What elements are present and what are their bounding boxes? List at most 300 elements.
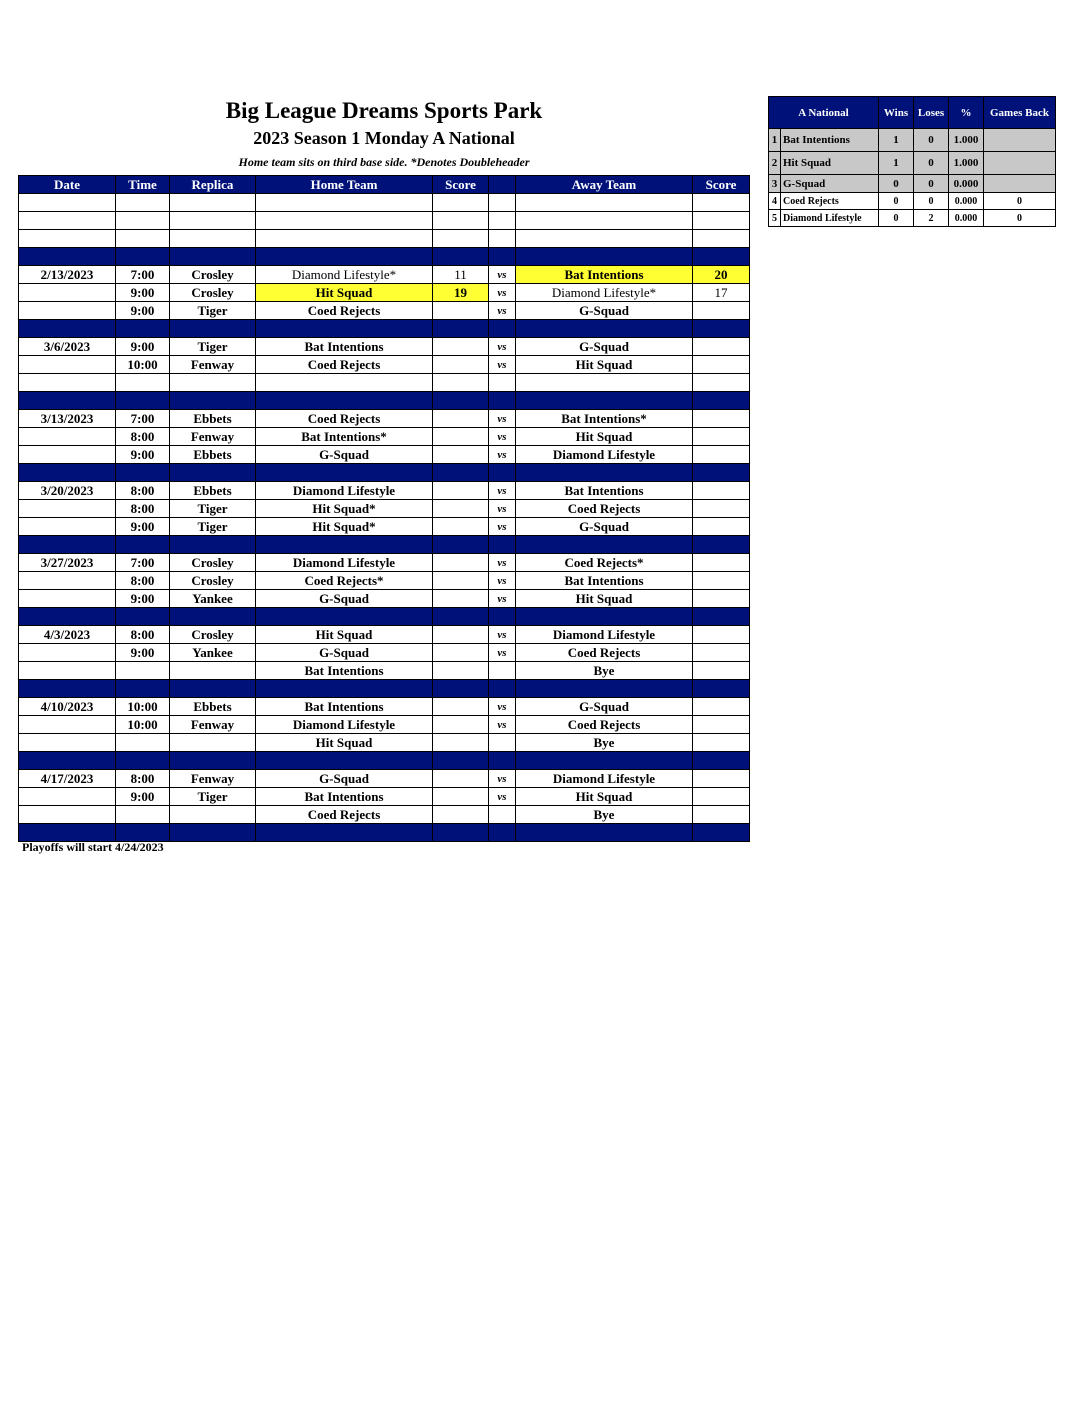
vs-label xyxy=(489,806,516,824)
standings-wins: 1 xyxy=(879,129,914,152)
game-date: 4/3/2023 xyxy=(19,626,116,644)
home-team: Bat Intentions* xyxy=(256,428,433,446)
standings-rank: 2 xyxy=(769,152,781,175)
empty-cell xyxy=(516,320,693,338)
empty-cell xyxy=(693,680,750,698)
home-team: Bat Intentions xyxy=(256,338,433,356)
empty-cell xyxy=(19,212,116,230)
empty-cell xyxy=(489,824,516,842)
col-header-time: Time xyxy=(116,176,170,194)
game-row xyxy=(19,266,750,284)
game-row xyxy=(19,482,750,500)
game-time: 9:00 xyxy=(116,518,170,536)
standings-pct: 0.000 xyxy=(949,193,984,210)
game-time: 8:00 xyxy=(116,428,170,446)
empty-cell xyxy=(516,608,693,626)
empty-cell xyxy=(116,752,170,770)
game-row xyxy=(19,770,750,788)
empty-cell xyxy=(116,212,170,230)
empty-cell xyxy=(433,320,489,338)
game-date xyxy=(19,806,116,824)
empty-cell xyxy=(433,680,489,698)
schedule-table xyxy=(18,175,750,842)
empty-cell xyxy=(516,752,693,770)
vs-label: vs xyxy=(489,500,516,518)
schedule-body xyxy=(19,194,750,842)
standings-loses: 0 xyxy=(914,175,949,193)
game-date xyxy=(19,590,116,608)
away-score xyxy=(693,446,750,464)
away-team: Hit Squad xyxy=(516,356,693,374)
game-field: Tiger xyxy=(170,302,256,320)
home-team: Hit Squad xyxy=(256,734,433,752)
standings-row xyxy=(769,193,1056,210)
standings-wins: 0 xyxy=(879,175,914,193)
empty-cell xyxy=(433,824,489,842)
game-date xyxy=(19,644,116,662)
game-field: Tiger xyxy=(170,788,256,806)
away-team: Bye xyxy=(516,734,693,752)
vs-label: vs xyxy=(489,446,516,464)
standings-rank: 1 xyxy=(769,129,781,152)
empty-cell xyxy=(170,392,256,410)
vs-label: vs xyxy=(489,716,516,734)
game-time xyxy=(116,734,170,752)
game-row xyxy=(19,284,750,302)
col-header-away-team: Away Team xyxy=(516,176,693,194)
game-field: Yankee xyxy=(170,590,256,608)
game-date xyxy=(19,716,116,734)
game-time: 10:00 xyxy=(116,356,170,374)
away-team: Coed Rejects xyxy=(516,716,693,734)
game-row xyxy=(19,554,750,572)
game-row xyxy=(19,518,750,536)
away-score xyxy=(693,644,750,662)
home-team: Bat Intentions xyxy=(256,698,433,716)
game-field: Ebbets xyxy=(170,410,256,428)
standings-games-back: 0 xyxy=(984,210,1056,227)
home-score xyxy=(433,770,489,788)
empty-cell xyxy=(19,248,116,266)
home-score xyxy=(433,662,489,680)
game-date: 3/13/2023 xyxy=(19,410,116,428)
game-date: 3/6/2023 xyxy=(19,338,116,356)
empty-cell xyxy=(170,608,256,626)
empty-cell xyxy=(19,374,116,392)
away-team: Coed Rejects xyxy=(516,644,693,662)
empty-cell xyxy=(170,536,256,554)
standings-row xyxy=(769,152,1056,175)
empty-cell xyxy=(516,536,693,554)
away-team: Bat Intentions xyxy=(516,266,693,284)
empty-cell xyxy=(516,230,693,248)
away-score xyxy=(693,554,750,572)
game-time xyxy=(116,806,170,824)
home-score xyxy=(433,446,489,464)
away-team: Bye xyxy=(516,806,693,824)
empty-cell xyxy=(516,248,693,266)
empty-cell xyxy=(256,680,433,698)
col-header-replica: Replica xyxy=(170,176,256,194)
standings-pct: 0.000 xyxy=(949,210,984,227)
game-date xyxy=(19,302,116,320)
game-date xyxy=(19,428,116,446)
game-time xyxy=(116,662,170,680)
game-date: 4/10/2023 xyxy=(19,698,116,716)
empty-cell xyxy=(170,212,256,230)
empty-cell xyxy=(116,608,170,626)
vs-label: vs xyxy=(489,338,516,356)
game-time: 8:00 xyxy=(116,770,170,788)
empty-cell xyxy=(489,320,516,338)
standings-rank: 5 xyxy=(769,210,781,227)
home-team: Bat Intentions xyxy=(256,662,433,680)
empty-cell xyxy=(19,392,116,410)
empty-cell xyxy=(19,824,116,842)
away-team: Bye xyxy=(516,662,693,680)
game-date xyxy=(19,734,116,752)
empty-cell xyxy=(116,194,170,212)
game-time: 7:00 xyxy=(116,554,170,572)
home-team: G-Squad xyxy=(256,590,433,608)
week-separator-row xyxy=(19,824,750,842)
empty-cell xyxy=(516,680,693,698)
home-team: Hit Squad xyxy=(256,284,433,302)
home-team: Coed Rejects* xyxy=(256,572,433,590)
vs-label: vs xyxy=(489,590,516,608)
standings-loses: 2 xyxy=(914,210,949,227)
standings-loses: 0 xyxy=(914,152,949,175)
empty-cell xyxy=(116,392,170,410)
home-team: Coed Rejects xyxy=(256,410,433,428)
game-date: 3/27/2023 xyxy=(19,554,116,572)
home-score xyxy=(433,518,489,536)
away-team: Diamond Lifestyle xyxy=(516,446,693,464)
standings-team: Diamond Lifestyle xyxy=(781,210,879,227)
empty-cell xyxy=(433,392,489,410)
game-date xyxy=(19,356,116,374)
empty-cell xyxy=(489,248,516,266)
vs-label: vs xyxy=(489,356,516,374)
home-score xyxy=(433,302,489,320)
empty-cell xyxy=(489,752,516,770)
empty-cell xyxy=(256,392,433,410)
home-team: Bat Intentions xyxy=(256,788,433,806)
vs-label xyxy=(489,662,516,680)
standings-loses: 0 xyxy=(914,129,949,152)
empty-cell xyxy=(19,194,116,212)
game-row xyxy=(19,446,750,464)
away-team: Bat Intentions xyxy=(516,482,693,500)
empty-cell xyxy=(19,608,116,626)
away-score xyxy=(693,410,750,428)
game-field: Crosley xyxy=(170,284,256,302)
standings-loses: 0 xyxy=(914,193,949,210)
game-row xyxy=(19,788,750,806)
game-date: 4/17/2023 xyxy=(19,770,116,788)
empty-cell xyxy=(256,248,433,266)
empty-cell xyxy=(256,608,433,626)
game-time: 9:00 xyxy=(116,446,170,464)
col-header-home-score: Score xyxy=(433,176,489,194)
game-field: Ebbets xyxy=(170,482,256,500)
empty-cell xyxy=(170,194,256,212)
empty-cell xyxy=(489,212,516,230)
home-score xyxy=(433,428,489,446)
home-score xyxy=(433,734,489,752)
vs-label: vs xyxy=(489,626,516,644)
empty-cell xyxy=(256,752,433,770)
week-separator-row xyxy=(19,248,750,266)
away-team: Diamond Lifestyle xyxy=(516,626,693,644)
game-field: Crosley xyxy=(170,626,256,644)
game-time: 10:00 xyxy=(116,698,170,716)
empty-cell xyxy=(170,680,256,698)
standings-games-back xyxy=(984,175,1056,193)
empty-cell xyxy=(693,320,750,338)
week-separator-row xyxy=(19,464,750,482)
home-score xyxy=(433,716,489,734)
home-team: Hit Squad xyxy=(256,626,433,644)
home-score xyxy=(433,554,489,572)
home-score: 19 xyxy=(433,284,489,302)
away-score xyxy=(693,338,750,356)
standings-games-back xyxy=(984,129,1056,152)
empty-cell xyxy=(433,212,489,230)
away-score xyxy=(693,500,750,518)
standings-games-back: 0 xyxy=(984,193,1056,210)
standings-team: Bat Intentions xyxy=(781,129,879,152)
game-time: 10:00 xyxy=(116,716,170,734)
game-time: 8:00 xyxy=(116,500,170,518)
empty-cell xyxy=(19,464,116,482)
standings-table xyxy=(768,96,1056,227)
empty-cell xyxy=(516,194,693,212)
away-score xyxy=(693,806,750,824)
standings-header-pct: % xyxy=(949,97,984,129)
game-row xyxy=(19,806,750,824)
home-team: G-Squad xyxy=(256,770,433,788)
standings-games-back xyxy=(984,152,1056,175)
empty-cell xyxy=(19,230,116,248)
game-row xyxy=(19,428,750,446)
col-header-vs xyxy=(489,176,516,194)
vs-label: vs xyxy=(489,428,516,446)
away-team: Hit Squad xyxy=(516,428,693,446)
empty-cell xyxy=(693,248,750,266)
home-score xyxy=(433,338,489,356)
away-score xyxy=(693,518,750,536)
empty-cell xyxy=(256,194,433,212)
empty-cell xyxy=(19,680,116,698)
game-field: Fenway xyxy=(170,770,256,788)
empty-cell xyxy=(19,320,116,338)
away-team: Coed Rejects xyxy=(516,500,693,518)
week-separator-row xyxy=(19,320,750,338)
empty-cell xyxy=(516,212,693,230)
game-time: 7:00 xyxy=(116,410,170,428)
game-time: 9:00 xyxy=(116,302,170,320)
away-score xyxy=(693,716,750,734)
away-score xyxy=(693,428,750,446)
home-team: Diamond Lifestyle xyxy=(256,554,433,572)
home-score xyxy=(433,698,489,716)
empty-cell xyxy=(489,680,516,698)
standings-rank: 3 xyxy=(769,175,781,193)
empty-cell xyxy=(256,374,433,392)
standings-row xyxy=(769,210,1056,227)
game-date xyxy=(19,284,116,302)
page-note: Home team sits on third base side. *Denotes Doubleheader xyxy=(238,155,530,169)
week-separator-row xyxy=(19,752,750,770)
game-time: 9:00 xyxy=(116,338,170,356)
home-team: Hit Squad* xyxy=(256,518,433,536)
game-row xyxy=(19,356,750,374)
empty-cell xyxy=(116,320,170,338)
empty-cell xyxy=(170,374,256,392)
vs-label: vs xyxy=(489,302,516,320)
empty-cell xyxy=(489,536,516,554)
away-team: Coed Rejects* xyxy=(516,554,693,572)
empty-cell xyxy=(433,608,489,626)
empty-cell xyxy=(489,230,516,248)
game-row xyxy=(19,572,750,590)
standings-team: Hit Squad xyxy=(781,152,879,175)
home-score xyxy=(433,626,489,644)
empty-cell xyxy=(116,374,170,392)
vs-label: vs xyxy=(489,284,516,302)
empty-cell xyxy=(489,392,516,410)
home-score xyxy=(433,644,489,662)
page-subtitle: 2023 Season 1 Monday A National xyxy=(253,128,515,148)
schedule-header-row xyxy=(19,176,750,194)
standings-body xyxy=(769,129,1056,227)
empty-cell xyxy=(693,194,750,212)
away-team: G-Squad xyxy=(516,302,693,320)
home-team: Coed Rejects xyxy=(256,806,433,824)
empty-cell xyxy=(19,536,116,554)
empty-cell xyxy=(256,824,433,842)
away-score xyxy=(693,626,750,644)
away-team: Hit Squad xyxy=(516,788,693,806)
empty-cell xyxy=(116,536,170,554)
empty-cell xyxy=(170,752,256,770)
away-score: 20 xyxy=(693,266,750,284)
vs-label: vs xyxy=(489,644,516,662)
away-score xyxy=(693,482,750,500)
home-team: G-Squad xyxy=(256,446,433,464)
away-score xyxy=(693,770,750,788)
away-score xyxy=(693,356,750,374)
home-team: Coed Rejects xyxy=(256,302,433,320)
col-header-away-score: Score xyxy=(693,176,750,194)
vs-label: vs xyxy=(489,554,516,572)
empty-cell xyxy=(256,464,433,482)
empty-cell xyxy=(170,248,256,266)
home-team: G-Squad xyxy=(256,644,433,662)
away-team: G-Squad xyxy=(516,698,693,716)
vs-label: vs xyxy=(489,518,516,536)
game-field xyxy=(170,806,256,824)
empty-cell xyxy=(433,374,489,392)
game-field: Tiger xyxy=(170,338,256,356)
vs-label: vs xyxy=(489,482,516,500)
empty-cell xyxy=(516,464,693,482)
away-team: G-Squad xyxy=(516,518,693,536)
game-time: 9:00 xyxy=(116,590,170,608)
home-team: Diamond Lifestyle xyxy=(256,716,433,734)
week-separator-row xyxy=(19,608,750,626)
blank-row xyxy=(19,374,750,392)
game-row xyxy=(19,626,750,644)
away-score xyxy=(693,572,750,590)
away-score xyxy=(693,698,750,716)
game-field: Tiger xyxy=(170,518,256,536)
game-field: Crosley xyxy=(170,572,256,590)
game-field: Crosley xyxy=(170,554,256,572)
standings-team: Coed Rejects xyxy=(781,193,879,210)
empty-cell xyxy=(693,608,750,626)
game-row xyxy=(19,716,750,734)
empty-cell xyxy=(693,536,750,554)
standings-header-division: A National xyxy=(769,97,879,129)
home-score xyxy=(433,788,489,806)
empty-cell xyxy=(489,194,516,212)
vs-label xyxy=(489,734,516,752)
game-row xyxy=(19,500,750,518)
week-separator-row xyxy=(19,536,750,554)
game-field: Tiger xyxy=(170,500,256,518)
game-date: 2/13/2023 xyxy=(19,266,116,284)
empty-cell xyxy=(256,230,433,248)
vs-label: vs xyxy=(489,698,516,716)
game-field: Ebbets xyxy=(170,698,256,716)
standings-pct: 1.000 xyxy=(949,129,984,152)
col-header-home-team: Home Team xyxy=(256,176,433,194)
away-team: Diamond Lifestyle xyxy=(516,770,693,788)
empty-cell xyxy=(433,464,489,482)
empty-cell xyxy=(170,320,256,338)
game-date xyxy=(19,572,116,590)
standings-team: G-Squad xyxy=(781,175,879,193)
empty-cell xyxy=(693,824,750,842)
standings-wins: 1 xyxy=(879,152,914,175)
empty-cell xyxy=(693,752,750,770)
standings-wins: 0 xyxy=(879,193,914,210)
home-score xyxy=(433,806,489,824)
away-score xyxy=(693,590,750,608)
standings-row xyxy=(769,175,1056,193)
empty-cell xyxy=(433,248,489,266)
standings-rank: 4 xyxy=(769,193,781,210)
empty-cell xyxy=(256,320,433,338)
empty-cell xyxy=(256,536,433,554)
home-score xyxy=(433,410,489,428)
empty-cell xyxy=(116,680,170,698)
game-time: 9:00 xyxy=(116,284,170,302)
home-score xyxy=(433,572,489,590)
home-score xyxy=(433,482,489,500)
empty-cell xyxy=(170,230,256,248)
away-team: Bat Intentions xyxy=(516,572,693,590)
empty-cell xyxy=(116,464,170,482)
playoffs-note: Playoffs will start 4/24/2023 xyxy=(22,840,164,854)
empty-cell xyxy=(116,230,170,248)
game-field: Fenway xyxy=(170,428,256,446)
game-date: 3/20/2023 xyxy=(19,482,116,500)
home-team: Diamond Lifestyle* xyxy=(256,266,433,284)
blank-row xyxy=(19,194,750,212)
